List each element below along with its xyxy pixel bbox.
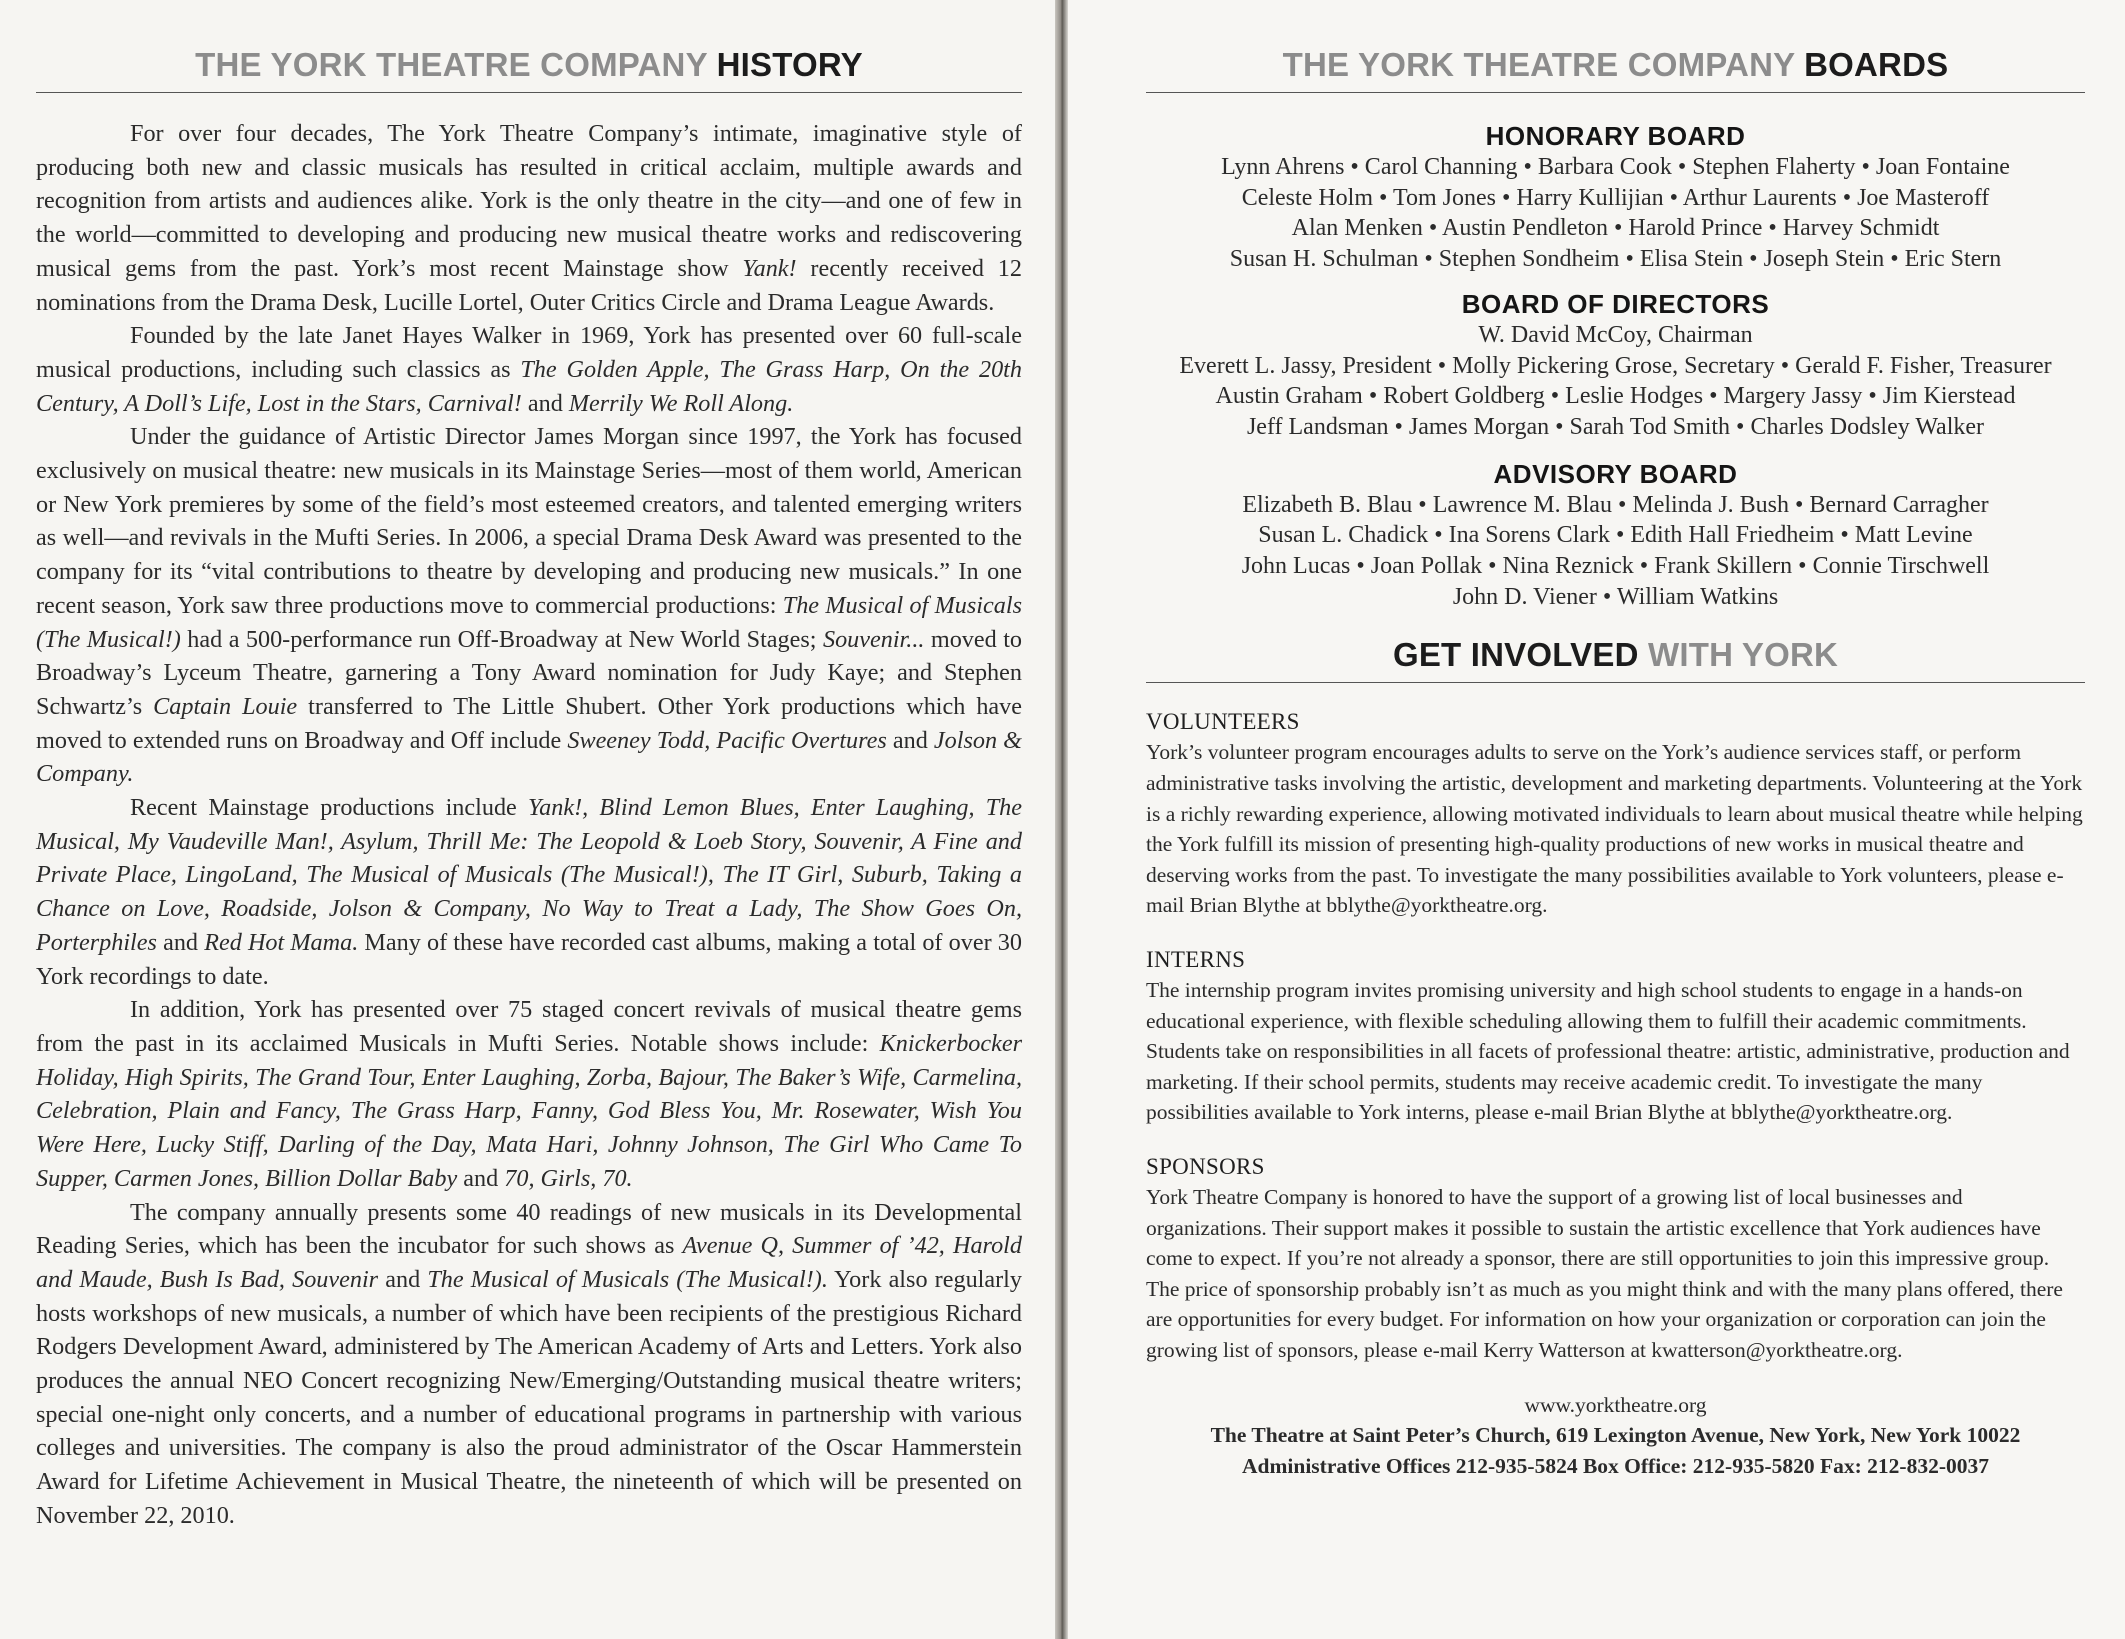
advisory-names: Elizabeth B. Blau • Lawrence M. Blau • Melinda J. Bush • Bernard Carragher Susan L. Chadick • Ina Sorens Clark • Edith Hall Friedheim • Matt Levine John Lucas • Joan Pollak • Nina Reznick • Frank Skillern • Connie Tirschwell John D. Viener • William Watkins (1241, 491, 1990, 610)
history-title: THE YORK THEATRE COMPANY HISTORY (36, 0, 1022, 93)
board-of-directors (1146, 289, 2085, 443)
history-paragraph: Recent Mainstage productions include Yank!, Blind Lemon Blues, Enter Laughing, The Musical, My Vaudeville Man!, Asylum, Thrill Me: The Leopold & Loeb Story, Souvenir, A Fine and Private Place, LingoLand, The Musical of Musicals (The Musical!), The IT Girl, Suburb, Taking a Chance on Love, Roadside, Jolson & Company, No Way to Treat a Lady, The Show Goes On, Porterphiles and Red Hot Mama. Many of these have recorded cast albums, making a total of over 30 York recordings to date. (36, 794, 1022, 990)
sponsors-section (1146, 1154, 2085, 1366)
honorary-board-names: Lynn Ahrens • Carol Channing • Barbara Cook • Stephen Flaherty • Joan Fontaine Celeste Holm • Tom Jones • Harry Kullijian • Arthur Laurents • Joe Masteroff Alan Menken • Austin Pendleton • Harold Prince • Harvey Schmidt Susan H. Schulman • Stephen Sondheim • Elisa Stein • Joseph Stein • Eric Stern (1221, 154, 2010, 273)
left-page (0, 0, 1058, 1639)
volunteers-text: York’s volunteer program encourages adults to serve on the York’s audience services staff, or perform administrative tasks involving the artistic, development and marketing departments. Volunteering at the York is a richly rewarding experience, allowing motivated individuals to learn about musical theatre while helping the York fulfill its mission of presenting high-quality productions of new works in musical theatre and deserving works from the past. To investigate the many possibilities available to York volunteers, please e-mail Brian Blythe at bblythe@yorktheatre.org. (1146, 740, 2083, 918)
honorary-board-heading: HONORARY BOARD (1485, 121, 1746, 151)
interns-heading: INTERNS (1146, 947, 1246, 972)
website-link[interactable]: www.yorktheatre.org (1524, 1392, 1707, 1417)
contact-block (1146, 1390, 2085, 1482)
directors-names: W. David McCoy, Chairman Everett L. Jassy, President • Molly Pickering Grose, Secretary • Gerald F. Fisher, Treasurer Austin Graham • Robert Goldberg • Leslie Hodges • Margery Jassy • Jim Kierstead Jeff Landsman • James Morgan • Sarah Tod Smith • Charles Dodsley Walker (1179, 321, 2052, 440)
interns-section (1146, 947, 2085, 1128)
advisory-heading: ADVISORY BOARD (1493, 458, 1738, 489)
phone-numbers: Administrative Offices 212-935-5824 Box Office: 212-935-5820 Fax: 212-832-0037 (1242, 1453, 1989, 1478)
advisory-board (1146, 459, 2085, 613)
history-paragraph: The company annually presents some 40 readings of new musicals in its Developmental Reading Series, which has been the incubator for such shows as Avenue Q, Summer of ’42, Harold and Maude, Bush Is Bad, Souvenir and The Musical of Musicals (The Musical!). York also regularly hosts workshops of new musicals, a number of which have been recipients of the prestigious Richard Rodgers Development Award, administered by The American Academy of Arts and Letters. York also produces the annual NEO Concert recognizing New/Emerging/Outstanding musical theatre writers; special one-night only concerts, and a number of educational programs in partnership with various colleges and universities. The company is also the proud administrator of the Oscar Hammerstein Award for Lifetime Achievement in Musical Theatre, the nineteenth of which will be presented on November 22, 2010. (36, 1198, 1022, 1529)
history-paragraph: In addition, York has presented over 75 staged concert revivals of musical theatre gems from the past in its acclaimed Musicals in Mufti Series. Notable shows include: Knickerbocker Holiday, High Spirits, The Grand Tour, Enter Laughing, Zorba, Bajour, The Baker’s Wife, Carmelina, Celebration, Plain and Fancy, The Grass Harp, Fanny, God Bless You, Mr. Rosewater, Wish You Were Here, Lucky Stiff, Darling of the Day, Mata Hari, Johnny Johnson, The Girl Who Came To Supper, Carmen Jones, Billion Dollar Baby and 70, Girls, 70. (36, 996, 1022, 1192)
get-involved-title: GET INVOLVED WITH YORK (1146, 636, 2085, 683)
history-body (36, 117, 1022, 1533)
directors-heading: BOARD OF DIRECTORS (1461, 288, 1770, 319)
honorary-board (1146, 121, 2085, 275)
right-page (1068, 0, 2125, 1639)
book-spine (1055, 0, 1068, 1639)
history-paragraph: Founded by the late Janet Hayes Walker in 1969, York has presented over 60 full-scale musical productions, including such classics as The Golden Apple, The Grass Harp, On the 20th Century, A Doll’s Life, Lost in the Stars, Carnival! and Merrily We Roll Along. (36, 322, 1022, 417)
interns-text: The internship program invites promising university and high school students to engage in a hands-on educational experience, with flexible scheduling allowing them to fulfill their academic commitments. Students take on responsibilities in all facets of professional theatre: artistic, administrative, production and marketing. If their school permits, students may receive academic credit. To investigate the many possibilities available to York interns, please e-mail Brian Blythe at bblythe@yorktheatre.org. (1146, 978, 2070, 1125)
boards-title: THE YORK THEATRE COMPANY BOARDS (1146, 0, 2085, 93)
volunteers-heading: VOLUNTEERS (1146, 709, 1300, 735)
history-paragraph: For over four decades, The York Theatre Company’s intimate, imaginative style of producing both new and classic musicals has resulted in critical acclaim, multiple awards and recognition from artists and audiences alike. York is the only theatre in the city—and one of few in the world—committed to developing and producing new musical theatre works and rediscovering musical gems from the past. York’s most recent Mainstage show Yank! recently received 12 nominations from the Drama Desk, Lucille Lortel, Outer Critics Circle and Drama League Awards. (36, 120, 1022, 316)
theatre-address: The Theatre at Saint Peter’s Church, 619 Lexington Avenue, New York, New York 10022 (1210, 1423, 2021, 1448)
sponsors-text: York Theatre Company is honored to have the support of a growing list of local businesses and organizations. Their support makes it possible to sustain the artistic excellence that York audiences have come to expect. If you’re not already a sponsor, there are still opportunities to join this impressive group. The price of sponsorship probably isn’t as much as you might think and with the many plans offered, there are opportunities for every budget. For information on how your organization or corporation can join the growing list of sponsors, please e-mail Kerry Watterson at kwatterson@yorktheatre.org. (1146, 1184, 2063, 1362)
volunteers-section (1146, 709, 2085, 921)
sponsors-heading: SPONSORS (1146, 1153, 1265, 1179)
history-paragraph: Under the guidance of Artistic Director James Morgan since 1997, the York has focused exclusively on musical theatre: new musicals in its Mainstage Series—most of them world, American or New York premieres by some of the field’s most esteemed creators, and talented emerging writers as well—and revivals in the Mufti Series. In 2006, a special Drama Desk Award was presented to the company for its “vital contributions to theatre by developing and producing new musicals.” In one recent season, York saw three productions move to commercial productions: The Musical of Musicals (The Musical!) had a 500-performance run Off-Broadway at New World Stages; Souvenir... moved to Broadway’s Lyceum Theatre, garnering a Tony Award nomination for Judy Kaye; and Stephen Schwartz’s Captain Louie transferred to The Little Shubert. Other York productions which have moved to extended runs on Broadway and Off include Sweeney Todd, Pacific Overtures and Jolson & Company. (36, 423, 1023, 788)
